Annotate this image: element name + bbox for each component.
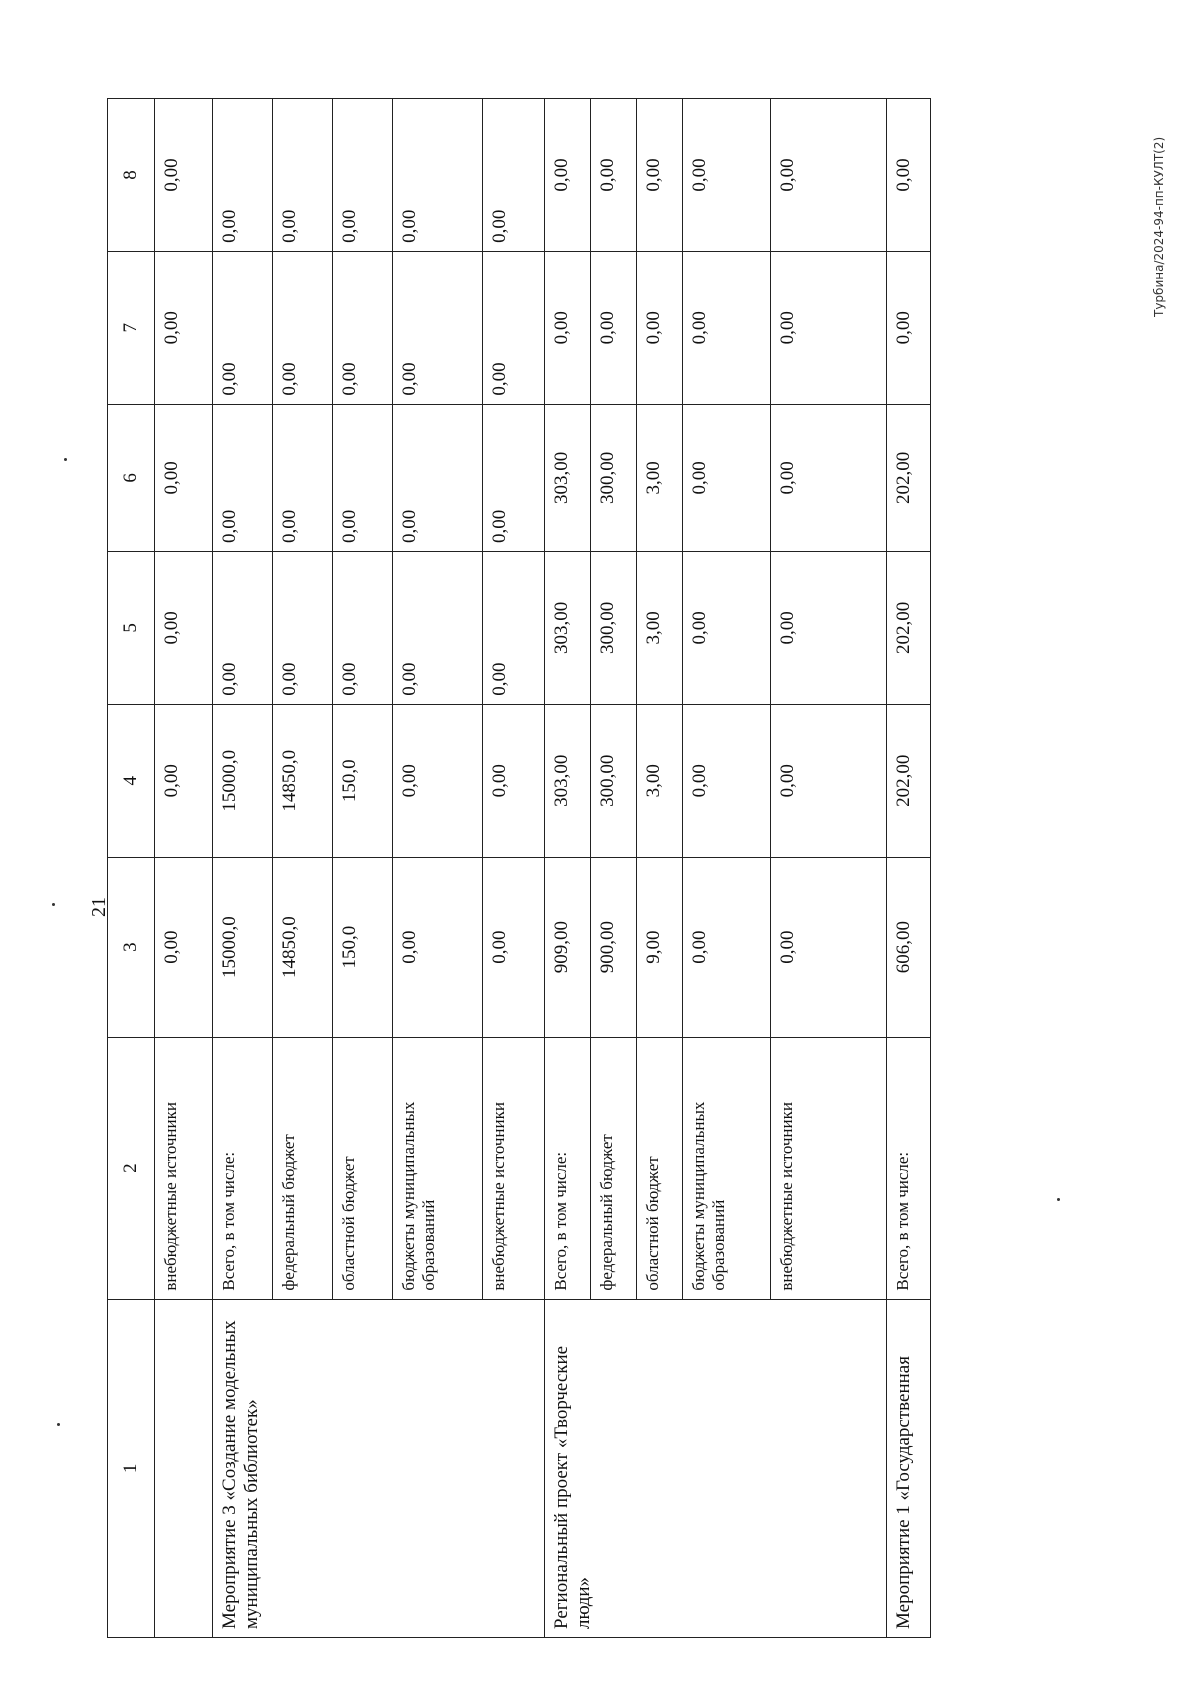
row-title-cell: Мероприятие 3 «Создание модельных муниципальных библиотек» [213, 1299, 545, 1637]
value-cell: 300,00 [591, 552, 637, 705]
funding-source-cell: Всего, в том числе: [213, 1037, 273, 1299]
value-cell: 303,00 [545, 552, 591, 705]
value-cell: 150,0 [333, 704, 393, 857]
value-cell: 15000,0 [213, 857, 273, 1037]
column-header: 1 [108, 1299, 155, 1637]
table-body [155, 99, 931, 1638]
value-cell: 0,00 [483, 857, 545, 1037]
funding-source-cell: внебюджетные источники [483, 1037, 545, 1299]
scan-speck [64, 458, 67, 461]
scan-speck [1057, 1198, 1060, 1201]
budget-table [107, 98, 931, 1638]
value-cell: 0,00 [333, 552, 393, 705]
table-row [213, 99, 273, 1638]
value-cell: 0,00 [393, 99, 483, 252]
value-cell: 0,00 [591, 251, 637, 404]
value-cell: 0,00 [771, 552, 887, 705]
value-cell: 0,00 [393, 251, 483, 404]
funding-source-cell: бюджеты муниципальных образований [393, 1037, 483, 1299]
value-cell: 0,00 [683, 552, 771, 705]
funding-source-cell: бюджеты муниципальных образований [683, 1037, 771, 1299]
value-cell: 0,00 [483, 552, 545, 705]
value-cell: 300,00 [591, 404, 637, 551]
value-cell: 0,00 [333, 404, 393, 551]
value-cell: 0,00 [683, 99, 771, 252]
value-cell: 0,00 [393, 552, 483, 705]
value-cell: 0,00 [591, 99, 637, 252]
value-cell: 606,00 [887, 857, 931, 1037]
row-title-cell [155, 1299, 213, 1637]
value-cell: 0,00 [483, 704, 545, 857]
column-header: 6 [108, 404, 155, 551]
value-cell: 303,00 [545, 404, 591, 551]
value-cell: 0,00 [887, 251, 931, 404]
value-cell: 0,00 [393, 857, 483, 1037]
value-cell: 0,00 [483, 251, 545, 404]
value-cell: 0,00 [213, 552, 273, 705]
value-cell: 0,00 [637, 99, 683, 252]
value-cell: 0,00 [213, 404, 273, 551]
value-cell: 0,00 [155, 404, 213, 551]
value-cell: 0,00 [771, 251, 887, 404]
funding-source-cell: Всего, в том числе: [545, 1037, 591, 1299]
value-cell: 0,00 [155, 99, 213, 252]
funding-source-cell: федеральный бюджет [273, 1037, 333, 1299]
column-header: 3 [108, 857, 155, 1037]
value-cell: 0,00 [771, 704, 887, 857]
value-cell: 0,00 [273, 99, 333, 252]
value-cell: 0,00 [545, 251, 591, 404]
column-header: 4 [108, 704, 155, 857]
value-cell: 0,00 [887, 99, 931, 252]
value-cell: 909,00 [545, 857, 591, 1037]
page-number: 21 [88, 897, 110, 917]
value-cell: 0,00 [213, 251, 273, 404]
value-cell: 3,00 [637, 704, 683, 857]
value-cell: 14850,0 [273, 704, 333, 857]
value-cell: 0,00 [213, 99, 273, 252]
value-cell: 0,00 [333, 251, 393, 404]
value-cell: 0,00 [155, 704, 213, 857]
value-cell: 0,00 [683, 704, 771, 857]
value-cell: 0,00 [393, 404, 483, 551]
value-cell: 202,00 [887, 552, 931, 705]
funding-source-cell: федеральный бюджет [591, 1037, 637, 1299]
table-row [155, 99, 213, 1638]
row-title-cell: Региональный проект «Творческие люди» [545, 1299, 887, 1637]
funding-source-cell: областной бюджет [637, 1037, 683, 1299]
column-header: 5 [108, 552, 155, 705]
scan-speck [57, 1423, 60, 1426]
value-cell: 0,00 [683, 857, 771, 1037]
value-cell: 0,00 [683, 404, 771, 551]
value-cell: 0,00 [483, 99, 545, 252]
table-row [545, 99, 591, 1638]
value-cell: 0,00 [155, 251, 213, 404]
value-cell: 0,00 [771, 404, 887, 551]
value-cell: 0,00 [155, 552, 213, 705]
value-cell: 0,00 [273, 251, 333, 404]
value-cell: 0,00 [637, 251, 683, 404]
value-cell: 3,00 [637, 404, 683, 551]
value-cell: 300,00 [591, 704, 637, 857]
row-title-cell: Мероприятие 1 «Государственная [887, 1299, 931, 1637]
funding-source-cell: Всего, в том числе: [887, 1037, 931, 1299]
value-cell: 14850,0 [273, 857, 333, 1037]
value-cell: 150,0 [333, 857, 393, 1037]
value-cell: 9,00 [637, 857, 683, 1037]
value-cell: 202,00 [887, 704, 931, 857]
value-cell: 202,00 [887, 404, 931, 551]
value-cell: 0,00 [333, 99, 393, 252]
column-header: 7 [108, 251, 155, 404]
value-cell: 0,00 [155, 857, 213, 1037]
funding-source-cell: внебюджетные источники [155, 1037, 213, 1299]
funding-source-cell: областной бюджет [333, 1037, 393, 1299]
document-code: Турбина/2024-94-пп-КУЛТ(2) [1152, 136, 1166, 317]
value-cell: 0,00 [771, 99, 887, 252]
value-cell: 900,00 [591, 857, 637, 1037]
table-header-row [108, 99, 155, 1638]
value-cell: 15000,0 [213, 704, 273, 857]
scan-speck [52, 903, 55, 906]
table-row [887, 99, 931, 1638]
value-cell: 0,00 [273, 552, 333, 705]
funding-source-cell: внебюджетные источники [771, 1037, 887, 1299]
value-cell: 3,00 [637, 552, 683, 705]
value-cell: 0,00 [483, 404, 545, 551]
value-cell: 0,00 [393, 704, 483, 857]
value-cell: 0,00 [683, 251, 771, 404]
value-cell: 0,00 [545, 99, 591, 252]
column-header: 8 [108, 99, 155, 252]
value-cell: 0,00 [273, 404, 333, 551]
value-cell: 303,00 [545, 704, 591, 857]
column-header: 2 [108, 1037, 155, 1299]
value-cell: 0,00 [771, 857, 887, 1037]
